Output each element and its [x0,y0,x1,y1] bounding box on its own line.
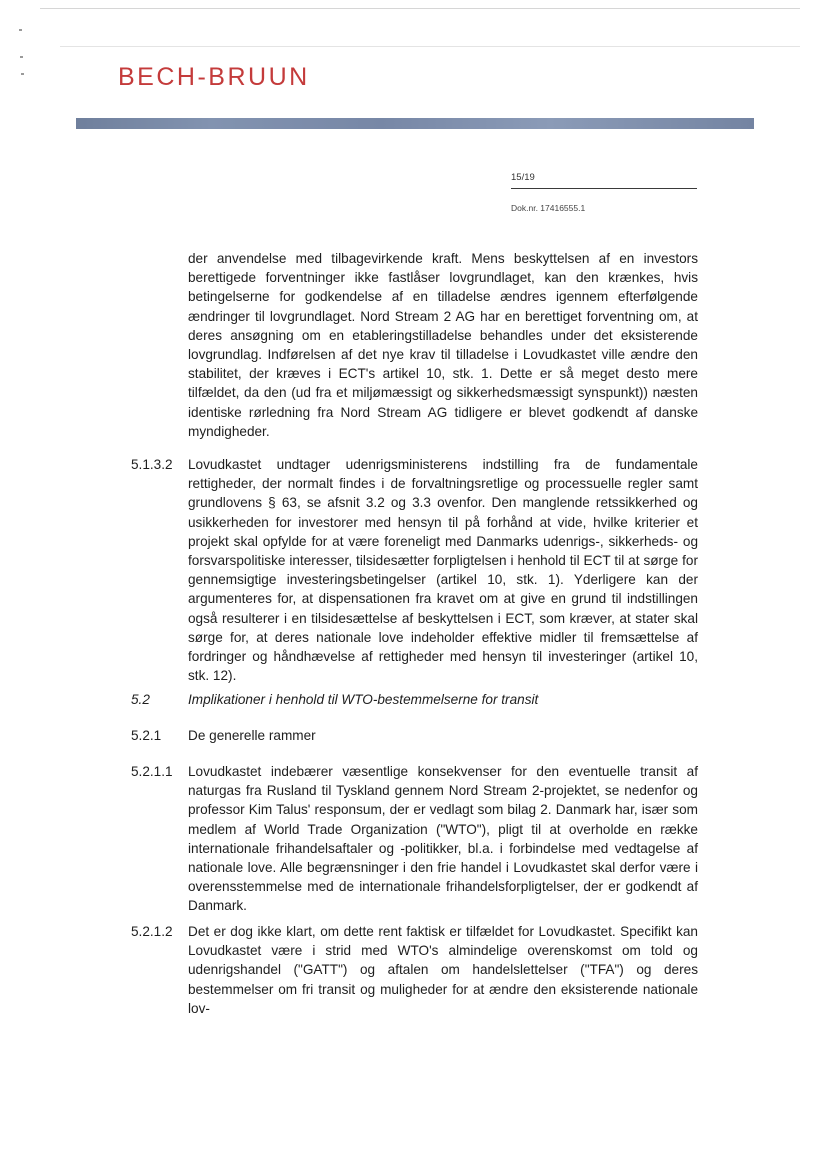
section-number: 5.2.1.1 [131,764,173,779]
document-number: Dok.nr. 17416555.1 [511,203,586,213]
section-text: Lovudkastet undtager udenrigsministerens indstilling fra de fundamentale rettigheder, der normalt findes i de forvaltningsretlige og processuelle regler samt grundlovens § 63, se afsnit 3.2 og 3.3 ovenfor. Den manglende retssikkerhed og usikkerheden for investorer med hensyn til på forhånd at vide, hvilke kriterier et projekt skal opfylde for at være foreneligt med Danmarks udenrigs-, sikkerheds- og forsvarspolitiske interesser, tilsidesætter forpligtelsen i henhold til ECT til at sørge for gennemsigtige investeringsbetingelser (artikel 10, stk. 1). Yderligere kan der argumenteres for, at dispensationen fra kravet om at give en grund til indstillingen også resulterer i en tilsidesættelse af beskyttelsen i ECT, som kræver, at stater skal sørge for, at deres nationale love indeholder effektive midler til fremsættelse af fordringer og håndhævelse af rettigheder med hensyn til investeringer (artikel 10, stk. 12). [188,457,698,684]
scan-artifact-line [60,46,800,47]
scan-artifact-line [40,8,800,9]
header-band [76,118,754,129]
section-number: 5.2.1.2 [131,924,173,939]
section-heading: Implikationer i henhold til WTO-bestemmelserne for transit [188,692,539,707]
scan-artifact-dot [21,73,24,75]
section-number: 5.2.1 [131,728,162,743]
scan-artifact-dot [19,29,22,31]
section-text: Det er dog ikke klart, om dette rent faktisk er tilfældet for Lovudkastet. Specifikt kan Lovudkastet være i strid med WTO's almindelige overenskomst om told og udenrigshandel ("GATT") og aftalen om handelslettelser ("TFA") og deres bestemmelser om fri transit og muligheder for at ændre den eksisterende nationale lov- [188,924,698,1016]
section-number: 5.2 [131,692,150,707]
header-rule [511,188,697,189]
page-number: 15/19 [511,172,535,183]
continuation-paragraph: der anvendelse med tilbagevirkende kraft. Mens beskyttelsen af en investors berettigede forventninger ikke fastlåser lovgrundlaget, kan den krænkes, hvis betingelserne for godkendelse af en tilladelse ændres igennem efterfølgende ændringer til lovgrundlaget. Nord Stream 2 AG har en berettiget forventning om, at deres ansøgning om en etableringstilladelse behandles under det eksisterende lovgrundlag. Indførelsen af det nye krav til tilladelse i Lovudkastet ville ændre den stabilitet, der kræves i ECT's artikel 10, stk. 1. Dette er så meget desto mere tilfældet, da den (ud fra et miljømæssigt og sikkerhedsmæssigt synspunkt)) næsten identiske rørledning fra Nord Stream AG tidligere er blevet godkendt af danske myndigheder. [188,251,698,439]
section-number: 5.1.3.2 [131,457,173,472]
company-logo: BECH-BRUUN [118,63,310,91]
scan-artifact-dot [20,56,23,58]
section-text: Lovudkastet indebærer væsentlige konsekvenser for den eventuelle transit af naturgas fra Rusland til Tyskland gennem Nord Stream 2-projektet, se nedenfor og professor Kim Talus' responsum, der er vedlagt som bilag 2. Danmark har, især som medlem af World Trade Organization ("WTO"), pligt til at overholde en række internationale frihandelsaftaler og -politikker, bl.a. i forbindelse med vedtagelse af nationale love. Alle begrænsninger i den frie handel i Lovudkastet skal derfor være i overensstemmelse med de internationale frihandelsforpligtelser, der er godkendt af Danmark. [188,764,698,914]
section-heading: De generelle rammer [188,728,316,743]
